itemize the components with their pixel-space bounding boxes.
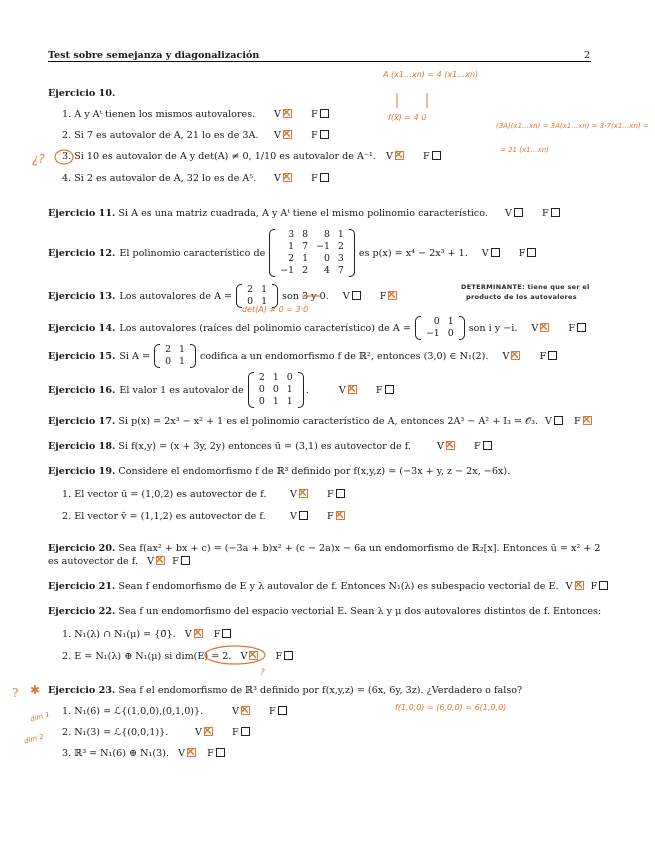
ej19-title: Ejercicio 19. [48,466,116,477]
false-label: F [311,109,318,120]
false-label: F [232,727,239,738]
matrix-cell: 0 [258,384,265,395]
false-label: F [539,350,547,362]
matrix-cell: 3 [337,253,344,264]
matrix-cell: 0 [258,396,265,407]
matrix-cell: 0 [272,384,279,395]
circle-mark [55,150,73,164]
true-label: V [565,581,573,592]
matrix-cell: 4 [323,265,330,276]
item-text: El vector v̄ = (1,1,2) es autovector de f. [74,511,266,522]
matrix-cell: 1 [302,253,309,264]
item-number: 2. [62,130,72,141]
false-label: F [327,511,334,522]
matrix-cell: 2 [288,253,295,264]
false-label: F [379,290,387,302]
ej20-text: Sea f(ax² + bx + c) = (−3a + b)x² + (c − 2a)x − 6a un endomorfismo de ℝ₂[x]. Entonces ū = x² + 2 [118,543,601,554]
true-label: V [274,173,281,184]
true-label: V [274,109,281,120]
ej10-title: Ejercicio 10. [48,88,116,99]
false-label: F [311,130,318,141]
item-text: E = N₁(λ) ⊕ N₁(μ) si dim(E) = 2. [74,651,232,662]
matrix-cell: 2 [302,265,309,276]
true-label: V [481,247,489,259]
item-text: N₁(λ) ∩ N₁(μ) = {0̄}. [74,629,176,640]
false-label: F [275,651,283,662]
matrix-cell: −1 [316,241,330,252]
item-number: 1. [62,109,72,120]
true-label: V [274,130,281,141]
false-label: F [327,489,334,500]
ej14-post: son i y −i. [468,322,518,334]
item-number: 2. [62,727,72,738]
ej11-text: Si A es una matriz cuadrada, A y Aᵗ tiene el mismo polinomio característico. [118,208,488,219]
false-label: F [423,151,430,162]
item-text: N₁(3) = ℒ{(0,0,1)}. [74,727,169,738]
note-eigen-def: A (x1…xn) = 4 (x1…xn) [383,70,479,79]
ej16-title: Ejercicio 16. [48,384,116,396]
item-number: 3. [62,748,72,759]
false-label: F [375,384,383,396]
false-label: F [568,322,576,334]
true-label: V [240,651,248,662]
true-label: V [290,489,297,500]
true-label: V [338,384,346,396]
matrix-cell: 0 [447,328,454,339]
ej12-pre: El polinomio característico de [119,247,266,259]
false-label: F [518,247,526,259]
note-dim2: dim 2 [23,732,45,746]
item-number: 1. [62,489,72,500]
item-text: Si 7 es autovalor de A, 21 lo es de 3A. [74,130,259,141]
matrix-cell: 7 [337,265,344,276]
item-text: A y Aᵗ tienen los mismos autovalores. [74,109,256,120]
ej18-title: Ejercicio 18. [48,441,116,452]
matrix-cell: 0 [433,316,440,327]
true-label: V [178,748,186,759]
ej23-title: Ejercicio 23. [48,685,116,696]
matrix-cell: 1 [337,229,344,240]
ej15-title: Ejercicio 15. [48,350,116,362]
matrix-cell: 1 [447,316,454,327]
ej21-text: Sean f endomorfismo de E y λ autovalor de f. Entonces N₁(λ) es subespacio vectorial de E. [118,581,559,592]
ej13-post: son 3 y 0. [282,290,329,302]
matrix-cell: 1 [272,372,279,383]
false-label: F [590,581,598,592]
ej13-title: Ejercicio 13. [48,290,116,302]
note-21: = 21 (x1…xn) [500,146,549,154]
note-f100: f(1,0,0) = (6,0,0) = 6(1,0,0) [395,703,507,712]
true-label: V [502,350,510,362]
true-label: V [505,208,512,219]
matrix-cell: 0 [323,253,330,264]
false-label: F [474,441,481,452]
matrix-cell: 2 [165,344,172,355]
item-number: 3. [62,151,72,162]
note-question-small: ? [260,668,265,678]
ej20-text-cont: es autovector de f. [48,556,139,567]
matrix-cell: 0 [247,296,254,307]
item-number: 2. [62,511,72,522]
true-label: V [531,322,539,334]
matrix-cell: 1 [286,396,293,407]
true-label: V [545,416,552,427]
note-3a: (3A)(x1…xn) = 3A(x1…xn) = 3·7(x1…xn) = [496,122,649,130]
true-label: V [386,151,393,162]
ej14-pre: Los autovalores (raíces del polinomio característico) de A = [119,322,411,334]
matrix-cell: 1 [288,241,295,252]
note-dim1: dim 1 [29,710,51,724]
matrix-cell: −1 [280,265,295,276]
matrix-cell: 1 [179,356,185,367]
ej22-title: Ejercicio 22. [48,606,116,617]
matrix-cell: 1 [272,396,279,407]
item-number: 1. [62,706,72,717]
note-det: det(A) ≠ 0 = 3·0 [242,305,309,314]
ej19-text: Considere el endomorfismo f de ℝ³ definido por f(x,y,z) = (−3x + y, z − 2x, −6x). [118,466,511,477]
true-label: V [342,290,350,302]
ej12-title: Ejercicio 12. [48,247,116,259]
false-label: F [269,706,276,717]
ej17-text: Si p(x) = 2x³ − x² + 1 es el polinomio característico de A, entonces 2A³ − A² + I₃ = 𝒪₃. [118,416,538,427]
note-question: ¿? [32,152,45,166]
note-determinante-2: producto de los autovalores [466,293,577,301]
item-number: 4. [62,173,72,184]
ej14-title: Ejercicio 14. [48,322,116,334]
ej12-post: es p(x) = x⁴ − 2x³ + 1. [358,247,468,259]
ej16-post: . [305,384,309,396]
item-number: 2. [62,651,72,662]
item-number: 1. [62,629,72,640]
ej21-title: Ejercicio 21. [48,581,116,592]
false-label: F [213,629,221,640]
matrix-cell: 0 [165,356,172,367]
note-f-eigen: f(x̄) = 4 ū [388,113,427,122]
false-label: F [207,748,214,759]
matrix-cell: 1 [261,296,268,307]
true-label: V [290,511,297,522]
matrix-cell: 3 [288,229,295,240]
matrix-cell: 1 [261,284,268,295]
matrix-cell: 8 [323,229,330,240]
question-icon: ? [12,686,19,700]
ej23-text: Sea f el endomorfismo de ℝ³ definido por f(x,y,z) = (6x, 6y, 3z). ¿Verdadero o falso? [118,685,523,696]
ej20-title: Ejercicio 20. [48,543,116,554]
ej13-pre: Los autovalores de A = [119,290,233,302]
page-header-title: Test sobre semejanza y diagonalización [48,50,260,61]
true-label: V [232,706,239,717]
star-icon: ✱ [30,683,41,697]
item-text: El vector ū = (1,0,2) es autovector de f. [74,489,267,500]
matrix-cell: 2 [247,284,254,295]
circle-mark [205,646,265,664]
ej15-post: codifica a un endomorfismo f de ℝ², entonces (3,0) ∈ N₁(2). [200,350,489,362]
true-label: V [147,556,155,567]
true-label: V [184,629,192,640]
false-label: F [311,173,318,184]
matrix-cell: 0 [286,372,293,383]
false-label: F [172,556,179,567]
ej17-title: Ejercicio 17. [48,416,116,427]
item-text: ℝ³ = N₁(6) ⊕ N₁(3). [74,748,170,759]
ej18-text: Si f(x,y) = (x + 3y, 2y) entonces ū = (3,1) es autovector de f. [118,441,411,452]
matrix-cell: 1 [179,344,185,355]
ej16-pre: El valor 1 es autovalor de [119,384,244,396]
true-label: V [195,727,202,738]
ej11-title: Ejercicio 11. [48,208,116,219]
matrix-cell: 1 [286,384,293,395]
item-text: N₁(6) = ℒ{(1,0,0),(0,1,0)}. [74,706,204,717]
item-text: Si 2 es autovalor de A, 32 lo es de A⁵. [74,173,257,184]
page-number: 2 [584,50,591,61]
matrix-cell: 8 [302,229,309,240]
note-determinante-1: DETERMINANTE: tiene que ser el [461,283,590,291]
false-label: F [574,416,581,427]
matrix-cell: 2 [337,241,344,252]
matrix-cell: 2 [258,372,265,383]
matrix-cell: 7 [302,241,309,252]
matrix-cell: −1 [425,328,440,339]
false-label: F [542,208,549,219]
true-label: V [437,441,444,452]
ej22-text: Sea f un endomorfismo del espacio vectorial E. Sean λ y μ dos autovalores distintos de f. Entonces: [118,606,602,617]
ej15-pre: Si A = [119,350,151,362]
item-text: Si 10 es autovalor de A y det(A) ≠ 0, 1/10 es autovalor de A⁻¹. [74,151,376,162]
